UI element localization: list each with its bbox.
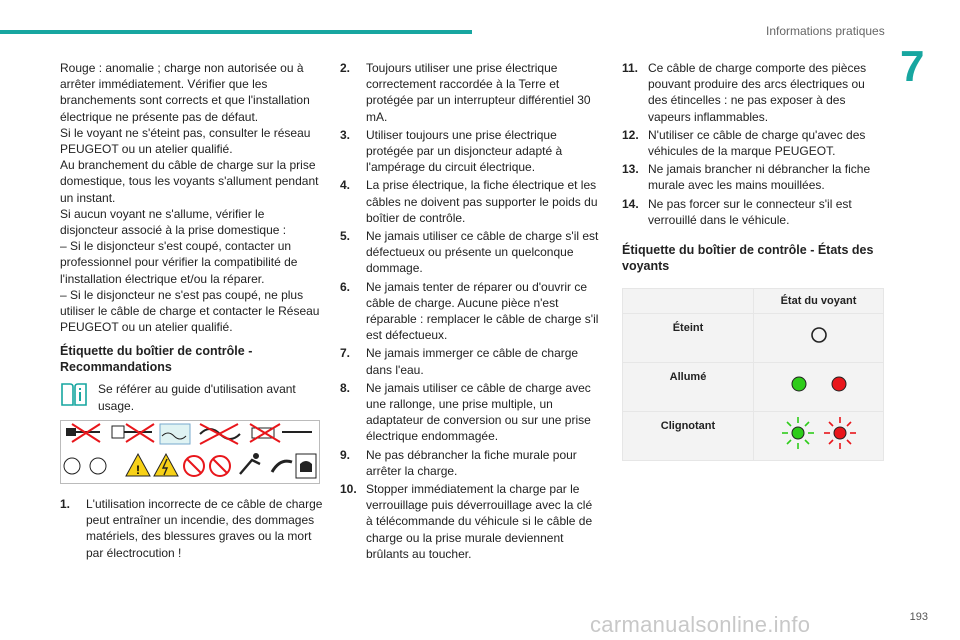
section-title: Informations pratiques: [766, 24, 885, 38]
column-2: [340, 60, 602, 564]
list-item: 10. Stopper immédiatement la charge par le verrouillage puis déverrouillage avec la clé à télécommande du véhicule si le câble de charge ou la prise murale deviennent brûlants au toucher.: [340, 482, 593, 561]
list-item: 3. Utiliser toujours une prise électrique protégée par un disjoncteur adapté à l'ampérage du circuit électrique.: [340, 127, 563, 175]
light-off-icon: [804, 323, 834, 347]
paragraph: – Si le disjoncteur ne s'est pas coupé, ne plus utiliser le câble de charge et contacter le Réseau PEUGEOT ou un atelier qualifié.: [60, 287, 320, 335]
note-text: Se référer au guide d'utilisation avant usage.: [98, 382, 296, 413]
list-item: 5. Ne jamais utiliser ce câble de charge s'il est défectueux ou présente un quelconque dommage.: [340, 229, 599, 276]
column-3: [622, 60, 887, 461]
light-on-icons: [779, 372, 859, 396]
list-item: 14. Ne pas forcer sur le connecteur s'il est verrouillé dans le véhicule.: [622, 196, 852, 227]
chapter-number: 7: [900, 42, 925, 91]
warning-pictograms-image: [60, 420, 320, 484]
table-row: Clignotant: [623, 412, 884, 461]
paragraph: Si aucun voyant ne s'allume, vérifier le disjoncteur associé à la prise domestique :: [60, 206, 287, 238]
list-item: 7. Ne jamais immerger ce câble de charge dans l'eau.: [340, 346, 579, 377]
watermark: carmanualsonline.info: [590, 612, 811, 637]
red-blinking-light-icon: [824, 417, 856, 449]
list-item: 1. L'utilisation incorrecte de ce câble de charge peut entraîner un incendie, des dommages matériels, des blessures graves ou la mort par électrocution !: [60, 497, 323, 560]
green-light-icon: [792, 377, 806, 391]
list-item: 8. Ne jamais utiliser ce câble de charge avec une rallonge, une prise multiple, un adaptateur de conversion ou sur une prise électrique endommagée.: [340, 380, 591, 444]
book-icon: [60, 381, 88, 407]
page-number: 193: [909, 611, 928, 623]
paragraph: Si le voyant ne s'éteint pas, consulter le réseau PEUGEOT ou un atelier qualifié.: [60, 125, 311, 157]
list-item: 4. La prise électrique, la fiche électrique et les câbles ne doivent pas supporter le poids du boîtier de contrôle.: [340, 178, 598, 225]
table-header-empty: [623, 289, 754, 314]
list-item: 2. Toujours utiliser une prise électrique correctement raccordée à la Terre et protégée par un interrupteur différentiel 30 mA.: [340, 61, 591, 124]
paragraph: Rouge : anomalie ; charge non autorisée ou à arrêter immédiatement. Vérifier que les branchements sont corrects et que l'installation électrique ne présente pas de défaut.: [60, 61, 310, 124]
light-blinking-icons: [774, 413, 864, 453]
indicator-state-table: [622, 288, 884, 461]
list-item: 9. Ne pas débrancher la fiche murale pour arrêter la charge.: [340, 447, 577, 478]
table-header: État du voyant: [754, 289, 884, 314]
list-item: 6. Ne jamais tenter de réparer ou d'ouvrir ce câble de charge. Aucune pièce n'est réparable : remplacer le câble de charge s'il est défectueux.: [340, 279, 599, 343]
red-light-icon: [832, 377, 846, 391]
list-item: 12. N'utiliser ce câble de charge qu'avec des véhicules de la marque PEUGEOT.: [622, 127, 866, 159]
note-box: [60, 381, 324, 413]
water-prohibited-icon: [160, 424, 190, 444]
list-item: 11. Ce câble de charge comporte des pièces pouvant produire des arcs électriques ou des étincelles : ne pas exposer à des vapeurs inflammables.: [622, 61, 867, 124]
section-heading: Étiquette du boîtier de contrôle - États des voyants: [622, 243, 874, 274]
header-accent-bar: [0, 30, 472, 34]
paragraph: – Si le disjoncteur s'est coupé, contacter un professionnel pour vérifier la compatibilité de l'installation électrique et/ou la réparer.: [60, 239, 298, 286]
list-item: 13. Ne jamais brancher ni débrancher la fiche murale avec les mains mouillées.: [622, 162, 871, 193]
recommendations-list: [622, 60, 887, 228]
section-heading: Étiquette du boîtier de contrôle - Recommandations: [60, 344, 253, 375]
green-blinking-light-icon: [782, 417, 814, 449]
column-1: [60, 60, 324, 563]
svg-text:!: !: [136, 462, 140, 477]
recommendations-list: [340, 60, 602, 562]
table-row: Allumé: [623, 363, 884, 412]
table-row: Éteint: [623, 314, 884, 363]
paragraph: Au branchement du câble de charge sur la prise domestique, tous les voyants s'allument pendant un instant.: [60, 158, 319, 205]
